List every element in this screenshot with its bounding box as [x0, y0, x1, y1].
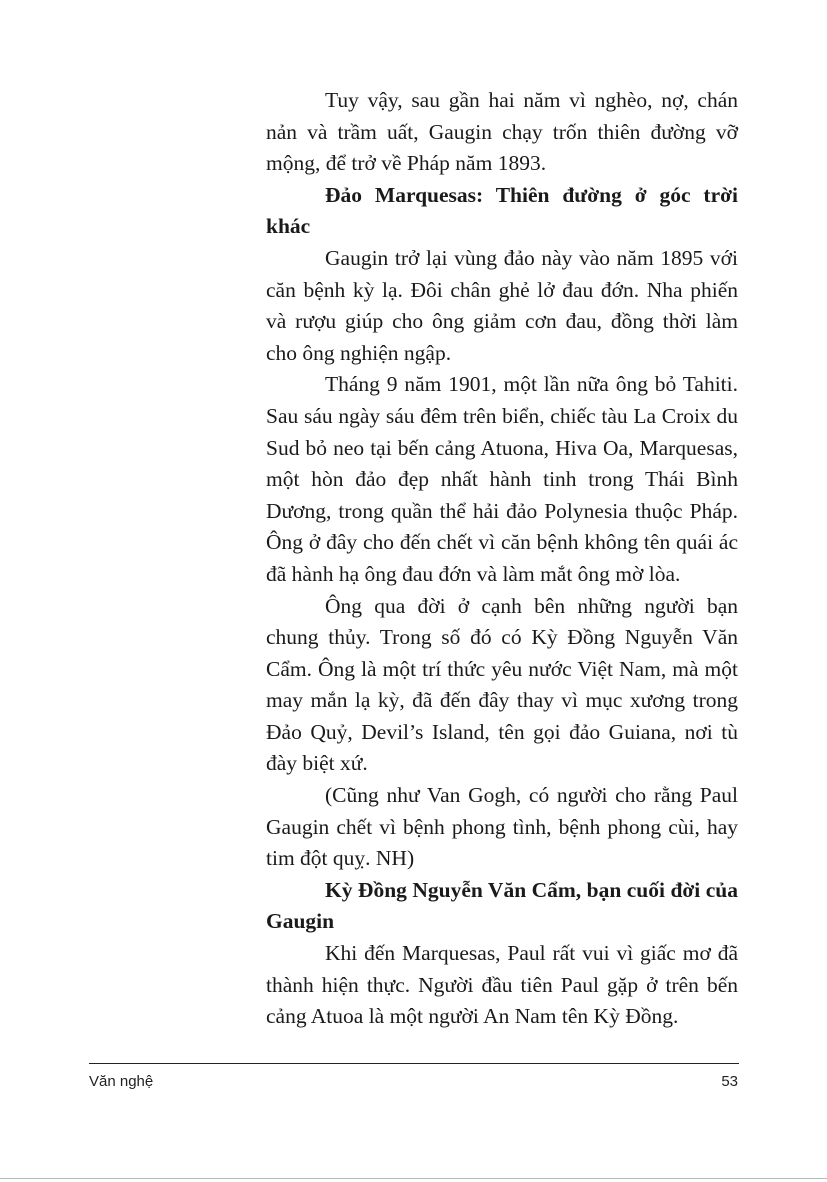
page-number: 53 [721, 1073, 738, 1090]
paragraph-6: Khi đến Marquesas, Paul rất vui vì giấc mơ đã thành hiện thực. Người đầu tiên Paul gặp ở trên bến cảng Atuoa là một người An Nam tên Kỳ Đồng. [266, 941, 738, 1029]
paragraph-2: Gaugin trở lại vùng đảo này vào năm 1895 với căn bệnh kỳ lạ. Đôi chân ghẻ lở đau đớn. Nha phiến và rượu giúp cho ông giảm cơn đau, đồng thời làm cho ông nghiện ngập. [266, 245, 738, 365]
footer-divider [89, 1063, 739, 1064]
paragraph-5: (Cũng như Van Gogh, có người cho rằng Paul Gaugin chết vì bệnh phong tình, bệnh phong cùi, hay tim đột quỵ. NH) [266, 783, 738, 871]
paragraph-1: Tuy vậy, sau gần hai năm vì nghèo, nợ, chán nản và trầm uất, Gaugin chạy trốn thiên đường vỡ mộng, để trở về Pháp năm 1893. [266, 88, 738, 176]
section-heading-ky-dong: Kỳ Đồng Nguyễn Văn Cẩm, bạn cuối đời của Gaugin [266, 877, 738, 934]
section-heading-marquesas: Đảo Marquesas: Thiên đường ở góc trời khác [266, 182, 738, 239]
main-text [266, 85, 738, 1033]
page-bottom-edge [0, 1178, 827, 1179]
paragraph-3: Tháng 9 năm 1901, một lần nữa ông bỏ Tahiti. Sau sáu ngày sáu đêm trên biển, chiếc tàu La Croix du Sud bỏ neo tại bến cảng Atuona, Hiva Oa, Marquesas, một hòn đảo đẹp nhất hành tinh trong Thái Bình Dương, trong quần thể hải đảo Polynesia thuộc Pháp. Ông ở đây cho đến chết vì căn bệnh không tên quái ác đã hành hạ ông đau đớn và làm mắt ông mờ lòa. [266, 372, 738, 586]
running-footer-title: Văn nghệ [89, 1073, 154, 1090]
paragraph-4: Ông qua đời ở cạnh bên những người bạn chung thủy. Trong số đó có Kỳ Đồng Nguyễn Văn Cẩm. Ông là một trí thức yêu nước Việt Nam, mà một may mắn lạ kỳ, đã đến đây thay vì mục xương trong Đảo Quỷ, Devil’s Island, tên gọi đảo Guiana, nơi tù đày biệt xứ. [266, 593, 738, 776]
